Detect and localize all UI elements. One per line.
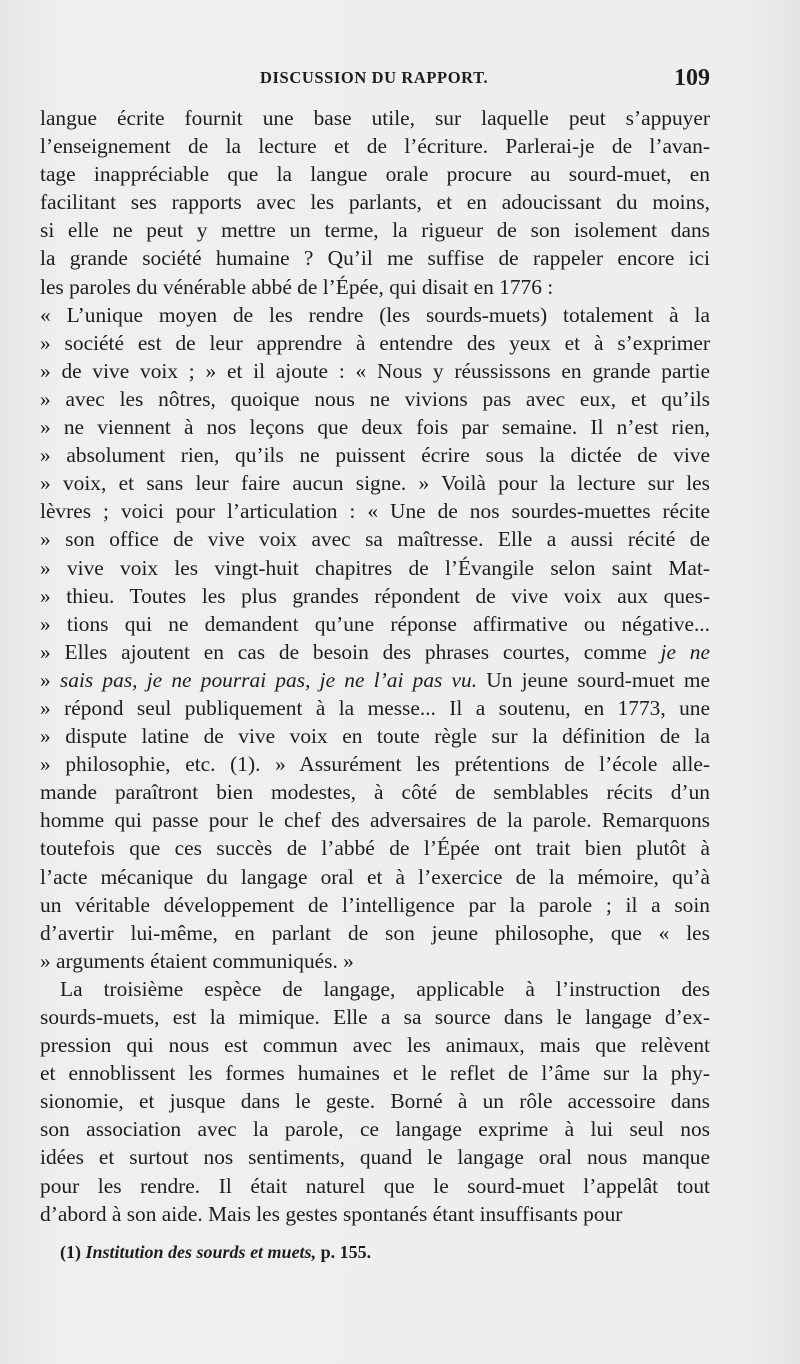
text-line-segment: et ennoblissent les formes humaines et le reflet de l’âme sur la phy- (40, 1061, 710, 1086)
text-line-segment: langue écrite fournit une base utile, sur laquelle peut s’appuyer (40, 106, 710, 130)
text-line-segment: idées et surtout nos sentiments, quand le langage oral nous manque (40, 1145, 710, 1170)
text-line (40, 525, 710, 553)
text-line-segment: » thieu. Toutes les plus grandes répondent de vive voix aux ques- (40, 583, 710, 608)
text-line-segment: » répond seul publiquement à la messe... Il a soutenu, en 1773, une (40, 695, 710, 720)
text-line (40, 694, 710, 722)
text-line (40, 947, 710, 975)
text-line-segment: sourds-muets, est la mimique. Elle a sa source dans le langage d’ex- (40, 1005, 710, 1029)
text-line (40, 385, 710, 413)
text-line (40, 188, 710, 216)
text-line-segment: » société est de leur apprendre à entendre des yeux et à s’exprimer (40, 330, 710, 355)
text-line-segment: Un jeune sourd-muet me (477, 667, 710, 692)
text-line-segment: pour les rendre. Il était naturel que le sourd-muet l’appelât tout (40, 1173, 710, 1198)
text-line (40, 750, 710, 778)
page-number: 109 (674, 65, 710, 91)
text-line (40, 975, 710, 1003)
text-line-segment: toutefois que ces succès de l’abbé de l’Épée ont trait bien plutôt à (40, 836, 710, 861)
text-line-segment: » vive voix les vingt-huit chapitres de l’Évangile selon saint Mat- (40, 555, 710, 580)
text-line (40, 357, 710, 385)
text-line (40, 1200, 710, 1228)
text-line (40, 244, 710, 272)
text-line-segment: » (40, 667, 60, 692)
footnote-marker: (1) (60, 1242, 81, 1262)
text-line (40, 1143, 710, 1171)
text-line (40, 1059, 710, 1087)
text-line-segment: la grande société humaine ? Qu’il me suffise de rappeler encore ici (40, 246, 710, 271)
text-line-segment: pression qui nous est commun avec les animaux, mais que relèvent (40, 1033, 710, 1058)
text-line-segment: « L’unique moyen de les rendre (les sourds-muets) totalement à la (40, 302, 710, 327)
text-line-segment: » philosophie, etc. (1). » Assurément les prétentions de l’école alle- (40, 752, 710, 777)
footnote (60, 1242, 371, 1263)
text-line (40, 160, 710, 188)
text-line (40, 778, 710, 806)
text-line-segment: » Elles ajoutent en cas de besoin des phrases courtes, comme (40, 639, 661, 664)
text-line-segment: d’abord à son aide. Mais les gestes spontanés étant insuffisants pour (40, 1201, 623, 1226)
text-line (40, 610, 710, 638)
text-line (40, 582, 710, 610)
text-line-segment: lèvres ; voici pour l’articulation : « Une de nos sourdes-muettes récite (40, 499, 710, 524)
text-line-italic: je ne (660, 639, 710, 664)
text-line (40, 1087, 710, 1115)
text-line-segment: son association avec la parole, ce langage exprime à lui seul nos (40, 1117, 710, 1142)
text-line (40, 863, 710, 891)
text-line (40, 497, 710, 525)
text-line (40, 329, 710, 357)
text-line-segment: » son office de vive voix avec sa maîtresse. Elle a aussi récité de (40, 527, 710, 552)
text-line (40, 1172, 710, 1200)
text-line-segment: La troisième espèce de langage, applicable à l’instruction des (60, 976, 710, 1001)
page-header (40, 65, 710, 98)
text-line (40, 638, 710, 666)
text-line-segment: » avec les nôtres, quoique nous ne vivions pas avec eux, et qu’ils (40, 386, 710, 411)
text-line-segment: homme qui passe pour le chef des adversaires de la parole. Remarquons (40, 808, 710, 833)
text-line (40, 132, 710, 160)
text-line (40, 806, 710, 834)
text-line-segment: » ne viennent à nos leçons que deux fois par semaine. Il n’est rien, (40, 415, 710, 440)
footnote-title: Institution des sourds et muets, (85, 1242, 317, 1262)
text-line (40, 1031, 710, 1059)
text-line-segment: mande paraîtront bien modestes, à côté de semblables récits d’un (40, 780, 710, 805)
running-title: DISCUSSION DU RAPPORT. (260, 68, 489, 87)
text-line-segment: un véritable développement de l’intelligence par la parole ; il a soin (40, 892, 710, 917)
text-line-segment: les paroles du vénérable abbé de l’Épée, qui disait en 1776 : (40, 274, 554, 299)
text-line-segment: l’acte mécanique du langage oral et à l’exercice de la mémoire, qu’à (40, 864, 710, 889)
text-line-italic: sais pas, je ne pourrai pas, je ne l’ai pas vu. (59, 667, 478, 692)
text-line-segment: » tions qui ne demandent qu’une réponse affirmative ou négative... (40, 611, 710, 636)
text-line-segment: » voix, et sans leur faire aucun signe. » Voilà pour la lecture sur les (40, 471, 710, 496)
text-line-segment: » dispute latine de vive voix en toute règle sur la définition de la (40, 724, 710, 749)
text-line-segment: tage inappréciable que la langue orale procure au sourd-muet, en (40, 162, 710, 187)
text-line (40, 469, 710, 497)
text-line-segment: » arguments étaient communiqués. » (40, 948, 354, 973)
text-line-segment: » absolument rien, qu’ils ne puissent écrire sous la dictée de vive (40, 443, 710, 468)
text-line-segment: » de vive voix ; » et il ajoute : « Nous y réussissons en grande partie (40, 358, 710, 383)
text-line-segment: sionomie, et jusque dans le geste. Borné à un rôle accessoire dans (40, 1089, 710, 1114)
text-line-segment: facilitant ses rapports avec les parlants, et en adoucissant du moins, (40, 190, 710, 215)
text-line (40, 1003, 710, 1031)
text-line-segment: d’avertir lui-même, en parlant de son jeune philosophe, que « les (40, 920, 710, 945)
text-line (40, 441, 710, 469)
text-line (40, 301, 710, 329)
text-line (40, 1115, 710, 1143)
text-line (40, 919, 710, 947)
text-line-segment: si elle ne peut y mettre un terme, la rigueur de son isolement dans (40, 218, 710, 243)
text-line (40, 104, 710, 132)
text-line-segment: l’enseignement de la lecture et de l’écriture. Parlerai-je de l’avan- (40, 134, 710, 159)
text-line (40, 834, 710, 862)
text-line (40, 666, 710, 694)
text-line (40, 216, 710, 244)
text-line (40, 891, 710, 919)
text-line (40, 722, 710, 750)
text-line (40, 413, 710, 441)
body-text (40, 104, 710, 1228)
text-line (40, 554, 710, 582)
footnote-page-ref: p. 155. (320, 1242, 372, 1262)
text-line (40, 273, 710, 301)
